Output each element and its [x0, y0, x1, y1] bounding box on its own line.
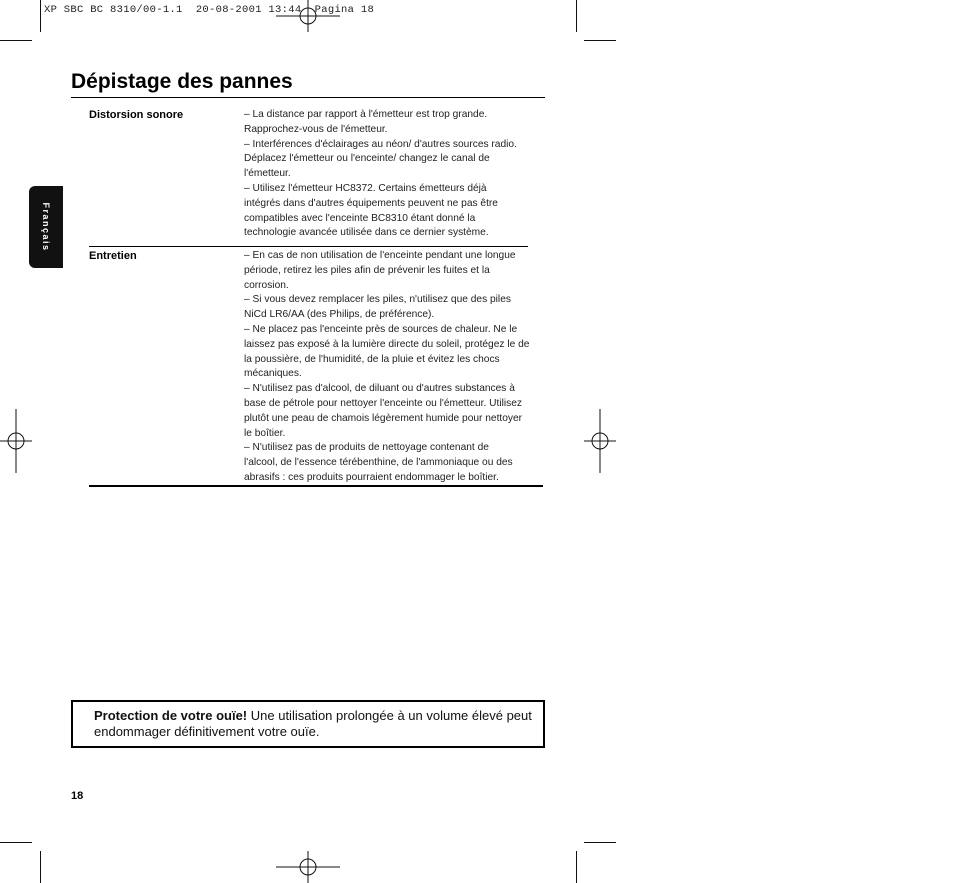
- text-line: – N'utilisez pas de produits de nettoyage contenant de: [244, 442, 489, 454]
- text-line: plutôt une peau de chamois légèrement humide pour nettoyer: [244, 412, 523, 424]
- text-line: période, retirez les piles afin de prévenir les fuites et la: [244, 264, 490, 276]
- text-line: – Ne placez pas l'enceinte près de sources de chaleur. Ne le: [244, 323, 518, 335]
- title-divider: [71, 97, 545, 98]
- hearing-warning-box: [71, 700, 545, 748]
- page-number: 18: [71, 790, 84, 802]
- table-bottom-rule: [89, 485, 543, 487]
- warning-text: [94, 708, 534, 740]
- warning-body: Une utilisation prolongée à un volume élevé peut endommager définitivement votre ouïe.: [94, 708, 532, 739]
- text-line: le boîtier.: [244, 427, 286, 439]
- section-label-entretien: Entretien: [89, 250, 137, 262]
- text-line: – N'utilisez pas d'alcool, de diluant ou d'autres substances à: [244, 383, 515, 395]
- text-line: – Utilisez l'émetteur HC8372. Certains émetteurs déjà: [244, 182, 487, 194]
- text-line: l'alcool, de l'essence térébenthine, de l'ammoniaque ou des: [244, 457, 513, 469]
- text-line: base de pétrole pour nettoyer l'enceinte ou l'émetteur. Utilisez: [244, 397, 522, 409]
- print-header: XP SBC BC 8310/00-1.1 20-08-2001 13:44 Pagina 18: [44, 4, 375, 16]
- text-line: technologie avancée utilisée dans ce dernier système.: [244, 227, 489, 239]
- text-line: – En cas de non utilisation de l'enceinte pendant une longue: [244, 250, 516, 261]
- section-divider: [89, 246, 528, 247]
- text-line: compatibles avec l'enceinte BC8310 étant donné la: [244, 212, 476, 224]
- language-tab-label: Français: [41, 202, 51, 252]
- text-line: NiCd LR6/AA (des Philips, de préférence).: [244, 309, 435, 321]
- section-text-distorsion: [244, 108, 544, 241]
- text-line: Rapprochez-vous de l'émetteur.: [244, 123, 388, 135]
- warning-title: Protection de votre ouïe!: [94, 708, 248, 723]
- text-line: l'émetteur.: [244, 168, 291, 180]
- text-line: la poussière, de l'humidité, de la pluie et évitez les chocs: [244, 353, 500, 365]
- text-line: laissez pas exposé à la lumière directe du soleil, protégez le de: [244, 338, 530, 350]
- section-text-entretien: [244, 249, 544, 486]
- text-line: mécaniques.: [244, 368, 302, 380]
- text-line: abrasifs : ces produits pourraient endommager le boîtier.: [244, 471, 499, 483]
- text-line: intégrés dans d'autres équipements peuvent ne pas être: [244, 197, 498, 209]
- text-line: – Si vous devez remplacer les piles, n'utilisez que des piles: [244, 294, 511, 306]
- text-line: – La distance par rapport à l'émetteur est trop grande.: [244, 109, 488, 120]
- language-tab: [29, 186, 63, 268]
- section-label-distorsion: Distorsion sonore: [89, 109, 184, 121]
- text-line: corrosion.: [244, 279, 289, 291]
- text-line: Déplacez l'émetteur ou l'enceinte/ changez le canal de: [244, 153, 490, 165]
- text-line: – Interférences d'éclairages au néon/ d'autres sources radio.: [244, 138, 517, 150]
- page-title: Dépistage des pannes: [71, 70, 293, 93]
